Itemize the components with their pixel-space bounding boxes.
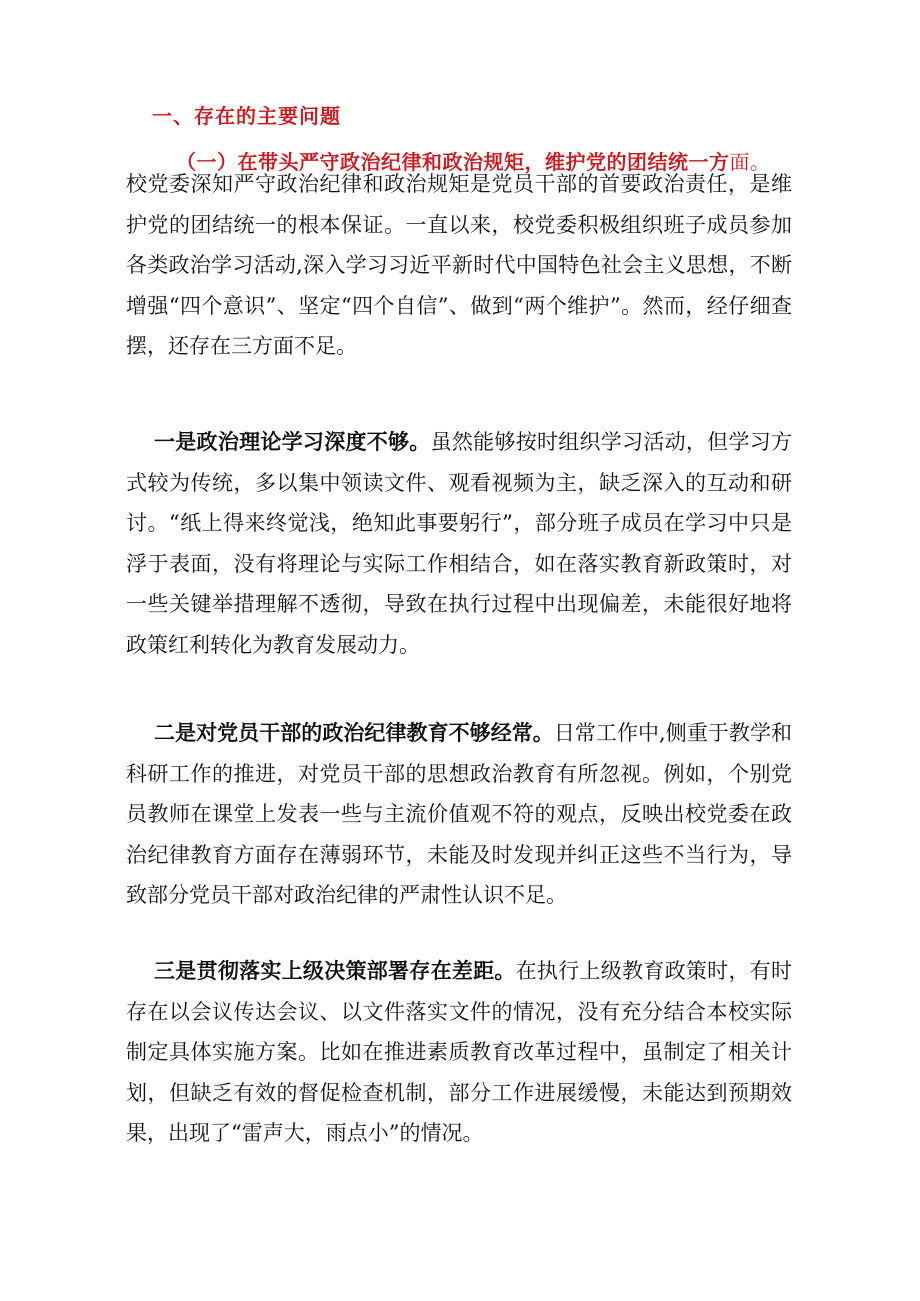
paragraph-text: 校党委深知严守政治纪律和政治规矩是党员干部的首要政治责任，是维护党的团结统一的根本保证。一直以来，校党委积极组织班子成员参加各类政治学习活动,深入学习习近平新时代中国特色社会主义思想，不断增强“四个意识”、坚定“四个自信”、做到“两个维护”。然而，经仔细查摆，还存在三方面不足。 bbox=[126, 172, 792, 358]
paragraph-point-three bbox=[126, 951, 792, 1154]
paragraph-text: 在执行上级教育政策时，有时存在以会议传达会议、以文件落实文件的情况，没有充分结合本校实际制定具体实施方案。比如在推进素质教育改革过程中，虽制定了相关计划，但缺乏有效的督促检查机制，部分工作进展缓慢，未能达到预期效果，出现了“雷声大，雨点小”的情况。 bbox=[126, 959, 793, 1145]
paragraph-text: 虽然能够按时组织学习活动，但学习方式较为传统，多以集中领读文件、观看视频为主，缺乏深入的互动和研讨。“纸上得来终觉浅，绝知此事要躬行”，部分班子成员在学习中只是浮于表面，没有将理论与实际工作相结合，如在落实教育新政策时，对一些关键举措理解不透彻，导致在执行过程中出现偏差，未能很好地将政策红利转化为教育发展动力。 bbox=[126, 430, 793, 657]
paragraph-text: 日常工作中,侧重于教学和科研工作的推进，对党员干部的思想政治教育有所忽视。例如，个别党员教师在课堂上发表一些与主流价值观不符的观点，反映出校党委在政治纪律教育方面存在薄弱环节，未能及时发现并纠正这些不当行为，导致部分党员干部对政治纪律的严肃性认识不足。 bbox=[126, 721, 792, 907]
paragraph-lead: 一是政治理论学习深度不够。 bbox=[154, 429, 431, 454]
paragraph-lead: 三是贯彻落实上级决策部署存在差距。 bbox=[154, 958, 516, 983]
paragraph-intro bbox=[126, 164, 792, 367]
paragraph-point-one bbox=[126, 422, 792, 665]
paragraph-lead: 二是对党员干部的政治纪律教育不够经常。 bbox=[154, 720, 554, 745]
paragraph-point-two bbox=[126, 713, 792, 916]
subsection-heading-tail: 面。 bbox=[729, 150, 771, 174]
subsection-heading-main: （一）在带头严守政治纪律和政治规矩，维护党的团结统一方 bbox=[176, 150, 730, 174]
section-heading: 一、存在的主要问题 bbox=[152, 104, 341, 128]
